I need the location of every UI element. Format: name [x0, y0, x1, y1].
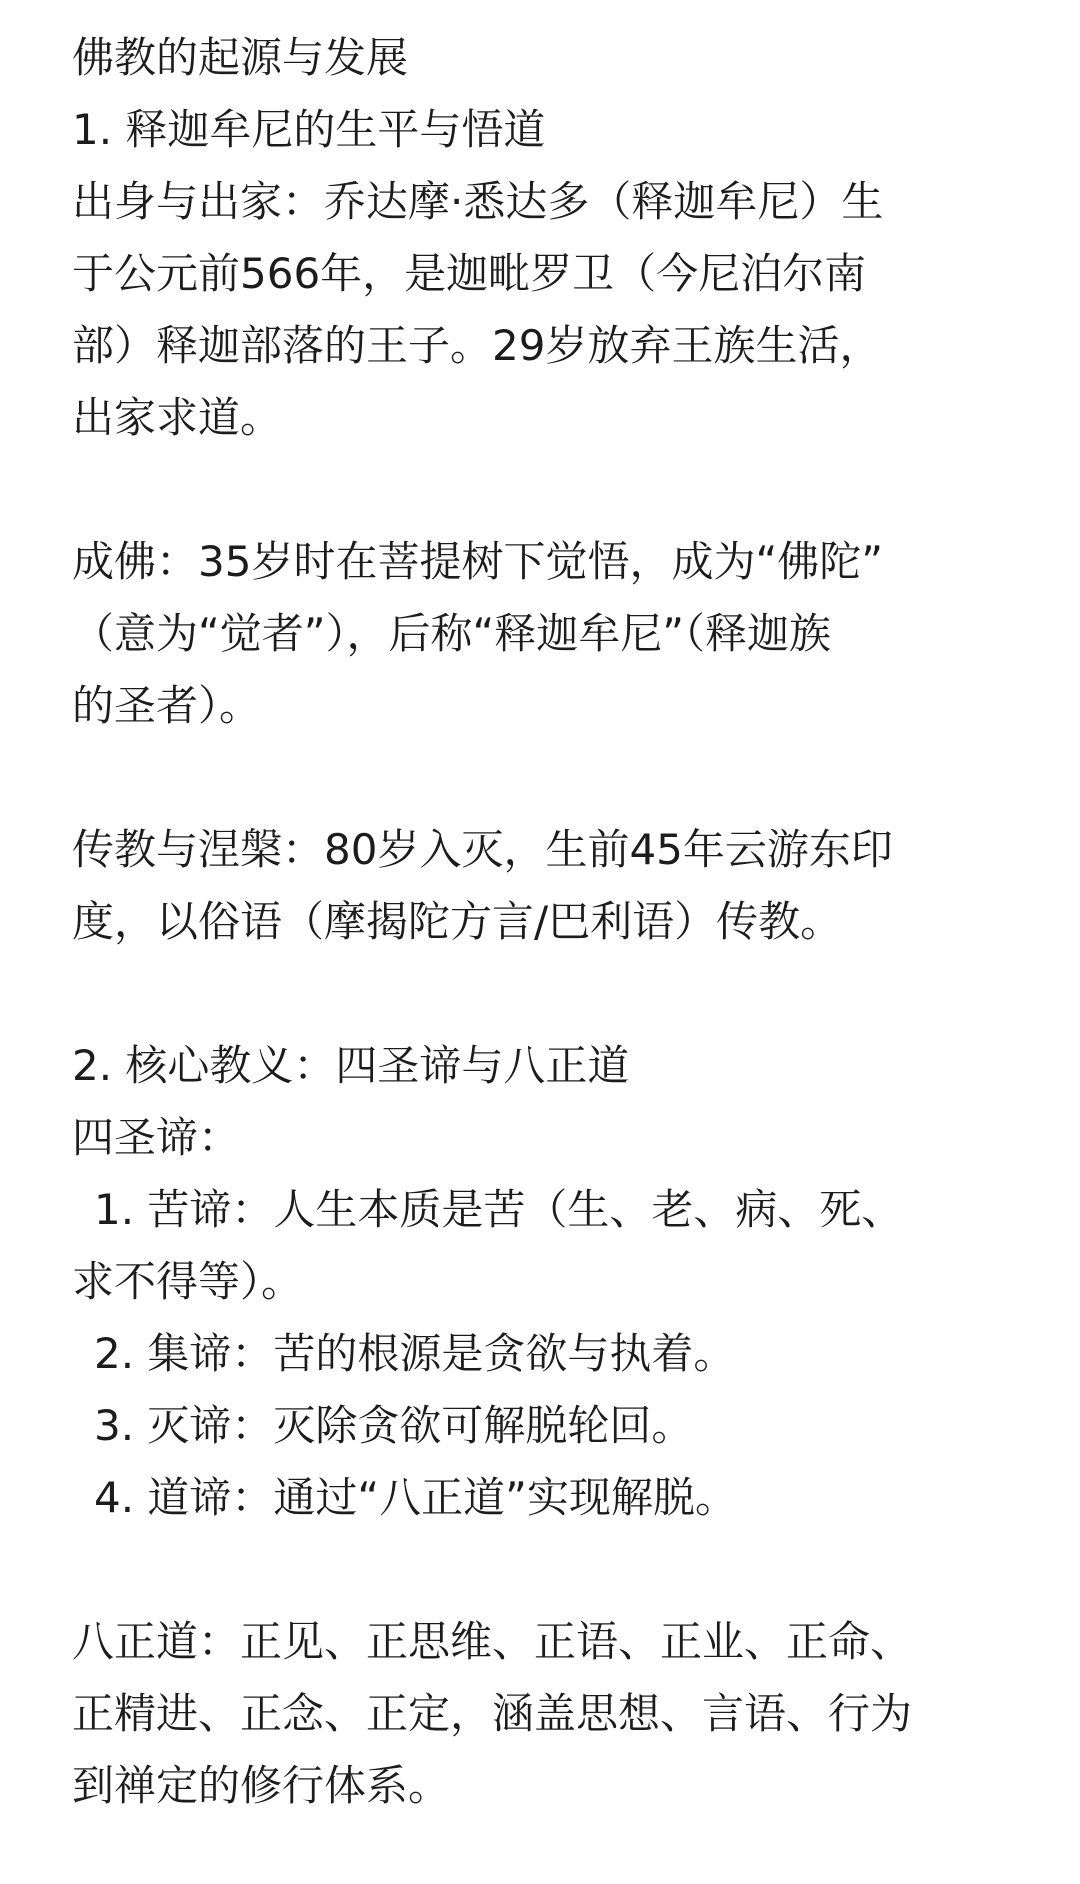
paragraph-gap: [72, 1534, 1012, 1606]
list-item: 1. 苦谛：人生本质是苦（生、老、病、死、: [94, 1185, 904, 1234]
list-item: 2. 集谛：苦的根源是贪欲与执着。: [94, 1329, 736, 1378]
section-1-heading: 1. 释迦牟尼的生平与悟道: [72, 105, 546, 154]
paragraph-gap: [72, 958, 1012, 1030]
text-line: 度，以俗语（摩揭陀方言/巴利语）传教。: [72, 897, 843, 946]
section-2-heading: 2. 核心教义：四圣谛与八正道: [72, 1041, 630, 1090]
text-line: （意为“觉者”），后称“释迦牟尼”（释迦族: [72, 609, 832, 658]
list-item: 3. 灭谛：灭除贪欲可解脱轮回。: [94, 1401, 694, 1450]
text-line: 传教与涅槃：80岁入灭，生前45年云游东印: [72, 825, 893, 874]
enlightenment-paragraph: [72, 526, 1012, 742]
text-line: 正精进、正念、正定，涵盖思想、言语、行为: [72, 1689, 913, 1738]
four-truths-label: 四圣谛：: [72, 1113, 241, 1162]
nirvana-paragraph: [72, 814, 1012, 958]
birth-paragraph: [72, 166, 1012, 454]
text-line: 成佛：35岁时在菩提树下觉悟，成为“佛陀”: [72, 537, 883, 586]
text-line: 出身与出家：乔达摩·悉达多（释迦牟尼）生: [72, 177, 884, 226]
paragraph-gap: [72, 454, 1012, 526]
list-item: 4. 道谛：通过“八正道”实现解脱。: [94, 1473, 737, 1522]
eightfold-path-paragraph: [72, 1606, 1012, 1822]
four-truths-list: [72, 1174, 1012, 1534]
text-line: 八正道：正见、正思维、正语、正业、正命、: [72, 1617, 913, 1666]
list-item-continuation: 求不得等）。: [72, 1257, 304, 1306]
document-title: 佛教的起源与发展: [72, 33, 409, 82]
paragraph-gap: [72, 742, 1012, 814]
text-line: 到禅定的修行体系。: [72, 1761, 451, 1810]
text-line: 出家求道。: [72, 393, 283, 442]
text-line: 部）释迦部落的王子。29岁放弃王族生活，: [72, 321, 882, 370]
text-line: 的圣者）。: [72, 681, 262, 730]
document-body: [72, 22, 1012, 1822]
text-line: 于公元前566年，是迦毗罗卫（今尼泊尔南: [72, 249, 867, 298]
